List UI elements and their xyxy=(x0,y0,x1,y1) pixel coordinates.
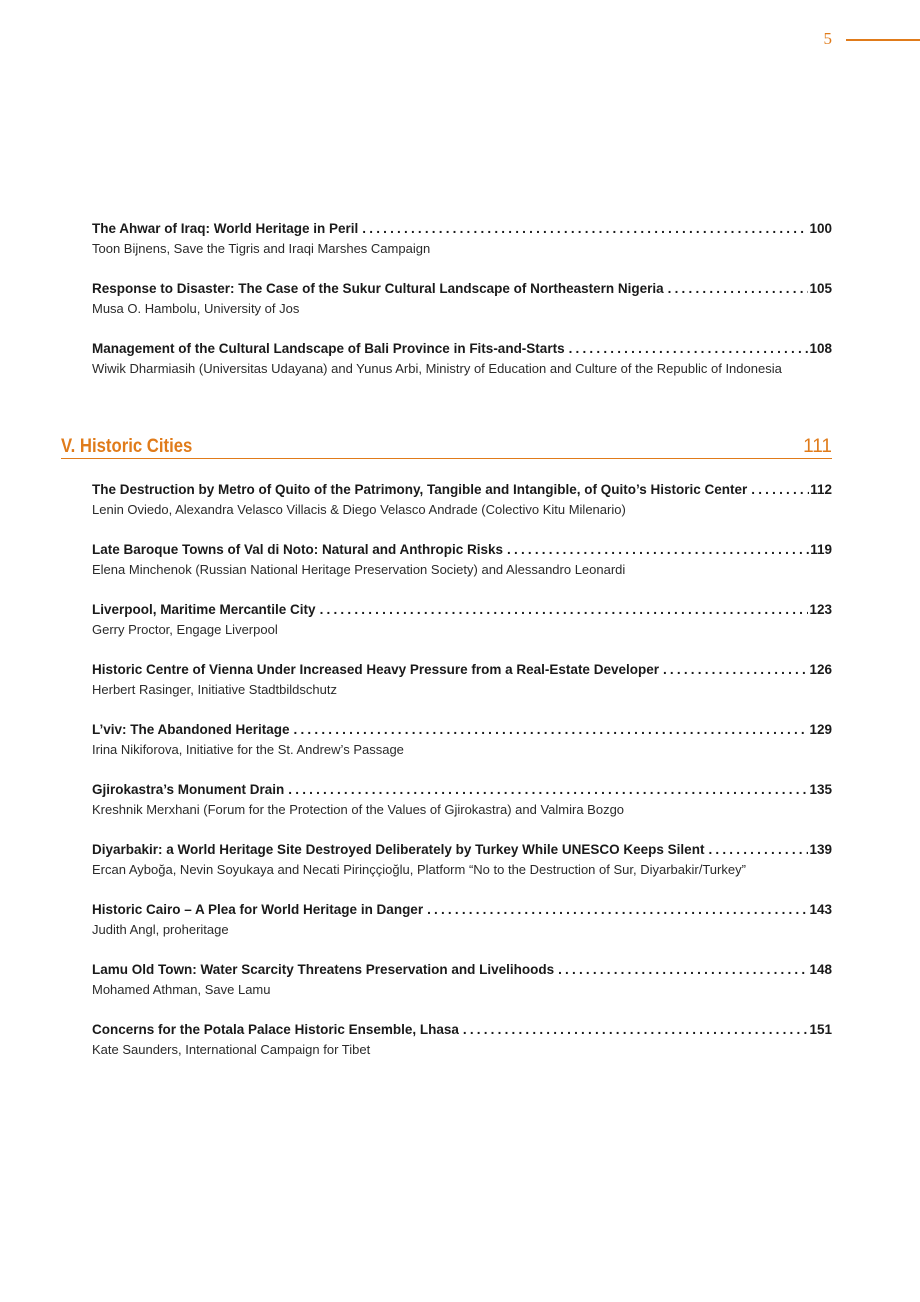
toc-entry-author: Kate Saunders, International Campaign for Tibet xyxy=(92,1042,371,1057)
toc-leader-dots xyxy=(558,961,808,979)
toc-leader-dots xyxy=(751,481,809,499)
toc-entry[interactable] xyxy=(92,601,832,661)
toc-leader-dots xyxy=(663,661,808,679)
toc-leader-dots xyxy=(668,280,809,298)
toc-entry[interactable] xyxy=(92,781,832,841)
toc-leader-dots xyxy=(463,1021,809,1039)
toc-entry-title[interactable]: Historic Centre of Vienna Under Increased Heavy Pressure from a Real-Estate Developer xyxy=(92,662,659,677)
toc-entry-page[interactable]: 143 xyxy=(809,902,832,917)
toc-entry-page[interactable]: 123 xyxy=(809,602,832,617)
toc-entry-author: Irina Nikiforova, Initiative for the St. Andrew’s Passage xyxy=(92,742,404,757)
toc-entry-title[interactable]: Historic Cairo – A Plea for World Heritage in Danger xyxy=(92,902,424,917)
toc-entry-page[interactable]: 119 xyxy=(810,542,832,557)
toc-entry[interactable] xyxy=(92,901,832,961)
toc-entry-page[interactable]: 148 xyxy=(809,962,832,977)
toc-entry[interactable] xyxy=(92,340,832,400)
toc-leader-dots xyxy=(507,541,809,559)
toc-entry[interactable] xyxy=(92,280,832,340)
toc-entry-page[interactable]: 139 xyxy=(809,842,832,857)
toc-entry-page[interactable]: 129 xyxy=(809,722,832,737)
toc-entry-title[interactable]: Concerns for the Potala Palace Historic Ensemble, Lhasa xyxy=(92,1022,459,1037)
toc-entry-author: Herbert Rasinger, Initiative Stadtbildschutz xyxy=(92,682,337,697)
toc-title-line[interactable] xyxy=(92,661,832,679)
toc-entry[interactable] xyxy=(92,721,832,781)
toc-title-line[interactable] xyxy=(92,280,832,298)
toc-entry-page[interactable]: 100 xyxy=(809,221,832,236)
section-header-historic-cities[interactable] xyxy=(61,436,832,459)
toc-title-line[interactable] xyxy=(92,781,832,799)
toc-title-line[interactable] xyxy=(92,721,832,739)
toc-entry-title[interactable]: Late Baroque Towns of Val di Noto: Natural and Anthropic Risks xyxy=(92,542,504,557)
toc-entry-title[interactable]: Response to Disaster: The Case of the Sukur Cultural Landscape of Northeastern Nigeria xyxy=(92,281,664,296)
toc-entry-title[interactable]: Gjirokastra’s Monument Drain xyxy=(92,782,285,797)
toc-entry-page[interactable]: 135 xyxy=(809,782,832,797)
toc-entry-author: Gerry Proctor, Engage Liverpool xyxy=(92,622,278,637)
toc-leader-dots xyxy=(320,601,809,619)
toc-entry[interactable] xyxy=(92,961,832,1021)
toc-entry[interactable] xyxy=(92,661,832,721)
toc-title-line[interactable] xyxy=(92,601,832,619)
toc-entry-author: Lenin Oviedo, Alexandra Velasco Villacis & Diego Velasco Andrade (Colectivo Kitu Milenario) xyxy=(92,502,626,517)
toc-entry-title[interactable]: Lamu Old Town: Water Scarcity Threatens Preservation and Livelihoods xyxy=(92,962,555,977)
toc-entry-author: Judith Angl, proheritage xyxy=(92,922,229,937)
section-title[interactable]: V. Historic Cities xyxy=(61,436,193,457)
toc-leader-dots xyxy=(294,721,809,739)
toc-title-line[interactable] xyxy=(92,961,832,979)
toc-title-line[interactable] xyxy=(92,220,832,238)
toc-entry-author: Kreshnik Merxhani (Forum for the Protection of the Values of Gjirokastra) and Valmira Bozgo xyxy=(92,802,625,817)
toc-title-line[interactable] xyxy=(92,1021,832,1039)
toc-entry-author: Ercan Ayboğa, Nevin Soyukaya and Necati Pirinççioğlu, Platform “No to the Destruction of Sur, Diyarbakir/Turkey” xyxy=(92,862,746,877)
toc-title-line[interactable] xyxy=(92,901,832,919)
page-number: 5 xyxy=(823,29,832,48)
toc-entry-page[interactable]: 151 xyxy=(809,1022,832,1037)
toc-entry-title[interactable]: Liverpool, Maritime Mercantile City xyxy=(92,602,316,617)
toc-leader-dots xyxy=(569,340,809,358)
toc-entry-title[interactable]: L’viv: The Abandoned Heritage xyxy=(92,722,290,737)
toc-entry-page[interactable]: 126 xyxy=(809,662,832,677)
toc-title-line[interactable] xyxy=(92,340,832,358)
toc-entry[interactable] xyxy=(92,1021,832,1081)
toc-title-line[interactable] xyxy=(92,541,832,559)
toc-entry-author: Elena Minchenok (Russian National Heritage Preservation Society) and Alessandro Leonardi xyxy=(92,562,626,577)
toc-section-entries xyxy=(92,481,832,1081)
toc-entry-author: Wiwik Dharmiasih (Universitas Udayana) and Yunus Arbi, Ministry of Education and Culture of the Republic of Indonesia xyxy=(92,361,782,376)
toc-entry-author: Toon Bijnens, Save the Tigris and Iraqi Marshes Campaign xyxy=(92,241,431,256)
toc-entry[interactable] xyxy=(92,841,832,901)
toc-entry-page[interactable]: 108 xyxy=(809,341,832,356)
toc-leader-dots xyxy=(362,220,808,238)
page-number-rule xyxy=(846,39,920,41)
toc-entry-page[interactable]: 112 xyxy=(810,482,832,497)
toc-entry-title[interactable]: Management of the Cultural Landscape of Bali Province in Fits-and-Starts xyxy=(92,341,565,356)
toc-entry-author: Mohamed Athman, Save Lamu xyxy=(92,982,271,997)
toc-leader-dots xyxy=(427,901,808,919)
toc-entry[interactable] xyxy=(92,481,832,541)
toc-leader-dots xyxy=(288,781,808,799)
toc-continued-entries xyxy=(92,220,832,400)
toc-entry-title[interactable]: Diyarbakir: a World Heritage Site Destroyed Deliberately by Turkey While UNESCO Keeps Silent xyxy=(92,842,705,857)
toc-entry-title[interactable]: The Destruction by Metro of Quito of the Patrimony, Tangible and Intangible, of Quito’s Historic Center xyxy=(92,482,748,497)
toc-leader-dots xyxy=(708,841,808,859)
toc-entry-author: Musa O. Hambolu, University of Jos xyxy=(92,301,300,316)
section-page[interactable]: 111 xyxy=(803,436,832,457)
toc-title-line[interactable] xyxy=(92,481,832,499)
toc-entry[interactable] xyxy=(92,220,832,280)
toc-title-line[interactable] xyxy=(92,841,832,859)
toc-entry-title[interactable]: The Ahwar of Iraq: World Heritage in Peril xyxy=(92,221,359,236)
toc-entry[interactable] xyxy=(92,541,832,601)
toc-entry-page[interactable]: 105 xyxy=(809,281,832,296)
